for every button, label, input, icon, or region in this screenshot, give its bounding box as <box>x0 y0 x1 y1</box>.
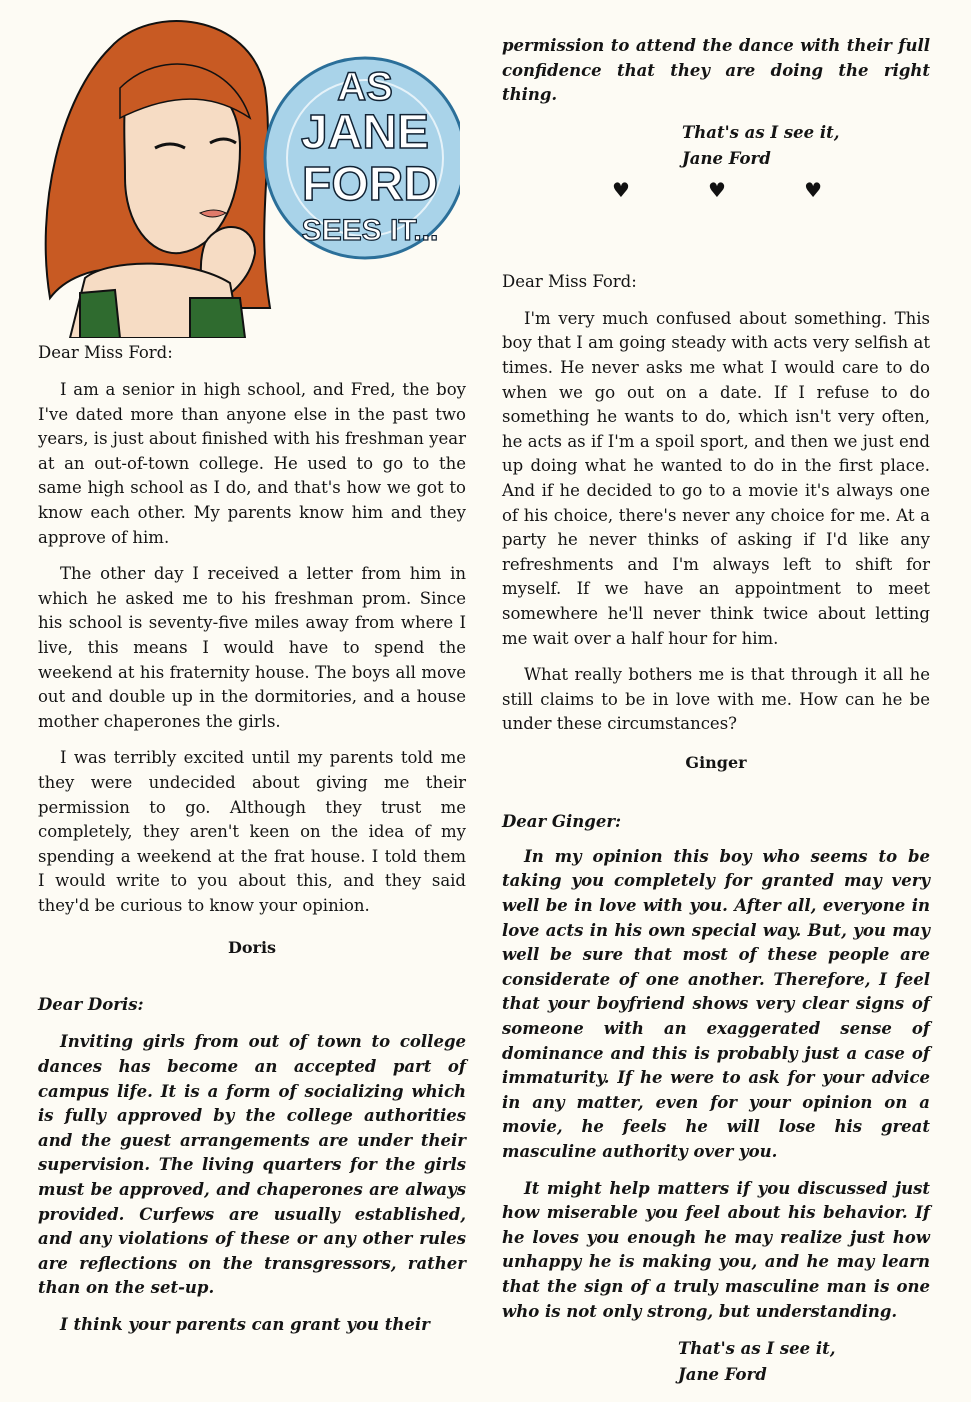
signature-ginger: Ginger <box>685 752 747 772</box>
right-column <box>502 0 930 1388</box>
closing-2 <box>502 1336 930 1388</box>
left-column <box>38 0 466 1350</box>
reply-1-para-1: Inviting girls from out of town to college dances has become an accepted part of campus life. It is a form of socializing which is fully approved by the college authorities and the guest arrangements are under their supervision. The living quarters for the girls must be approved, and chaperones are always provided. Curfews are usually established, and any violations of these or any other rules are reflections on the transgressors, rather than on the set-up. <box>38 1032 466 1298</box>
letter-2-para-2: What really bothers me is that through it all he still claims to be in love with me. How can he be under these circumstances? <box>502 665 930 734</box>
closing-1-line-2: Jane Ford <box>682 148 771 168</box>
closing-2-line-2: Jane Ford <box>678 1365 767 1385</box>
hearts-divider <box>612 178 822 202</box>
letter-1-para-1: I am a senior in high school, and Fred, the boy I've dated more than anyone else in the past two years, is just about finished with his freshman year at an out-of-town college. He used to go to the same high school as I do, and that's how we got to know each other. My parents know him and they approve of him. <box>38 380 466 547</box>
salutation-2: Dear Miss Ford: <box>502 271 637 291</box>
heart-icon: ♥ <box>804 178 822 202</box>
logo-line-4: SEES IT... <box>301 214 439 247</box>
reply-2-para-1: In my opinion this boy who seems to be taking you completely for granted may very well be in love with you. After all, everyone in love acts in his own special way. But, you may well be sure that most of these people are considerate of one another. Therefore, I feel that your boyfriend shows very clear signs of someone with an exaggerated sense of dominance and this is probably just a case of immaturity. If he were to ask for your advice in any matter, even for your opinion on a movie, he feels he will lose his great masculine authority over you. <box>502 846 930 1161</box>
closing-1-line-1: That's as I see it, <box>682 122 840 142</box>
closing-2-line-1: That's as I see it, <box>678 1339 836 1359</box>
closing-1 <box>502 120 930 172</box>
heart-icon: ♥ <box>708 178 726 202</box>
reply-salutation-1: Dear Doris: <box>38 995 144 1015</box>
signature-doris: Doris <box>227 938 277 958</box>
reply-1-continued: permission to attend the dance with their full confidence that they are doing the right thing. <box>502 36 930 105</box>
reply-salutation-2: Dear Ginger: <box>502 811 622 831</box>
logo-line-2: JANE <box>300 106 430 159</box>
letter-2-para-1: I'm very much confused about something. This boy that I am going steady with acts very selfish at times. He never asks me what I would care to do when we go out on a date. If I refuse to do something he wants to do, which isn't very often, he acts as if I'm a spoil sport, and then we just end up doing what he wanted to do in the first place. And if he decided to go to a movie it's always one of his choice, there's never any choice for me. At a party he never thinks of asking if I'd like any refreshments and I'm always left to shift for myself. If we have an appointment to meet somewhere he'll never think twice about letting me wait over a half hour for him. <box>502 308 930 648</box>
heart-icon: ♥ <box>612 178 630 202</box>
letter-1-para-2: The other day I received a letter from him in which he asked me to his freshman prom. Since his school is seventy-five miles away from where I live, this means I would have to spend the weekend at his fraternity house. The boys all move out and double up in the dormitories, and a house mother chaperones the girls. <box>38 564 466 731</box>
salutation-1: Dear Miss Ford: <box>38 343 173 362</box>
logo-line-3: FORD <box>302 158 438 211</box>
logo-line-1: AS <box>337 65 393 109</box>
reply-2-para-2: It might help matters if you discussed just how miserable you feel about his behavior. If he loves you enough he may realize just how unhappy he is making you, and he may learn that the sign of a truly masculine man is one who is not only strong, but understanding. <box>502 1178 930 1321</box>
reply-1-para-2: I think your parents can grant you their <box>60 1315 430 1334</box>
letter-1-para-3: I was terribly excited until my parents told me they were undecided about giving me their permission to go. Although they trust me completely, they aren't keen on the idea of my spending a weekend at the frat house. I told them I would write to you about this, and they said they'd be curious to know your opinion. <box>38 748 466 915</box>
